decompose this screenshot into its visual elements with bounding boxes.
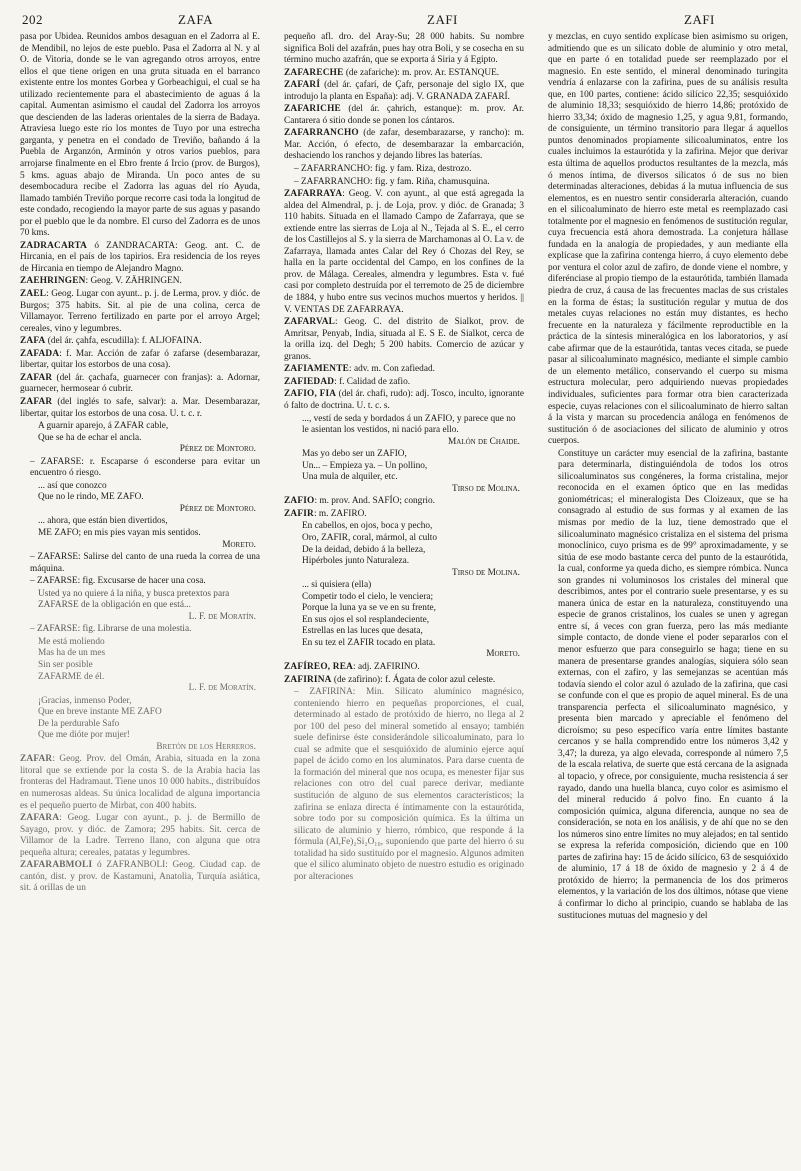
column-1	[20, 32, 260, 1167]
subentry: – ZAFIRINA: Min. Silicato alumínico magnésico, conteniendo hierro en pequeñas proporciones, el cual, determinado al estado de protóxido de hierro, no llega al 2 por 100 del peso del mineral sometido al ensayo; también suele definirse éste considerándole silicoaluminato, para lo cual se admite que el sesquióxido de aluminio ejerce aquí papel de ácido como en los aluminatos. Para darse cuenta de la formación del mineral que nos ocupa, es menester fijar sus relaciones con otro del cual parece derivar, mediante sustitución de alguno de sus elementos característicos; la zafirina se enlaza directa é íntimamente con la estaurótida, sobre todo por su composición química. Es la última un silicato de aluminio y hierro, rómbico, que responde á la fórmula (Al,Fe)₂Si₂O₁₀, suponiendo que parte del hierro ó su totalidad ha sido sustituído por el magnesio. Algunos admiten que el silico aluminato objeto de nuestro estudio es originado por alteraciones	[294, 687, 524, 882]
entry: ZAFÍREO, REA: adj. ZAFIRINO.	[284, 661, 420, 672]
entry: ZAEL: Geog. Lugar con ayunt.. p. j. de Lerma, prov. y dióc. de Burgos; 375 habits. Sit. al pie de una colina, cerca de Villamayor. Terreno fertilizado en parte por el arroyo Argel; cereales, vino y legumbres.	[20, 289, 260, 334]
entry: ZAFARICHE (del ár. çahrich, estanque): m. prov. Ar. Cantarera ó sitio donde se ponen los cántaros.	[284, 104, 524, 126]
quotation: En cabellos, en ojos, boca y pecho, Oro, ZAFIR, coral, mármol, al culto De la deidad, debido á la belleza, Hipérboles junto Naturaleza. Tirso de Molina.	[302, 521, 520, 578]
quotation: Me está moliendo Mas ha de un mes Sin ser posible ZAFARME de él. L. F. de Moratín.	[38, 636, 256, 694]
subentry: – ZAFARRANCHO: fig. y fam. Riña, chamusquina.	[294, 176, 490, 187]
subentry: – ZAFARSE: r. Escaparse ó esconderse para evitar un encuentro ó riesgo.	[30, 456, 260, 479]
entry: ZAFAR (del inglés to safe, salvar): a. Mar. Desembarazar, libertar, quitar los estorbos de una cosa. U. t. c. r.	[20, 396, 260, 419]
entry: ZAFARECHE (de zafariche): m. prov. Ar. ESTANQUE.	[284, 67, 500, 78]
subentry: – ZAFARRANCHO: fig. y fam. Riza, destrozo.	[294, 164, 472, 175]
entry: ZADRACARTA ó ZANDRACARTA: Geog. ant. C. de Hircania, en el país de los tapirios. Era residencia de los reyes de Hircania en tiempo de Alejandro Magno.	[20, 240, 260, 274]
entry: ZAFAR: Geog. Prov. del Omán, Arabia, situada en la zona litoral que se extiende por la costa S. de la Arabia hacia las fronteras del Hadramaut. Tiene unos 10 000 habits., distribuídos en numerosas aldeas. Su única localidad de alguna importancia es el pequeño puerto de Mirbat, con 400 habits.	[20, 754, 260, 811]
quotation: ..., vestí de seda y bordados á un ZAFIO, y parece que no le asientan los vestidos, ni nació para ello. Malón de Chaide.	[302, 413, 520, 447]
quotation: A guarnir aparejo, á ZAFAR cable, Que se ha de echar el ancla. Pérez de Montoro.	[38, 421, 256, 455]
page-number: 202	[22, 12, 43, 27]
dictionary-columns	[20, 32, 788, 1167]
entry: ZAFARRAYA: Geog. V. con ayunt., al que está agregada la aldea del Almendral, p. j. de Loja, prov. y dióc. de Granada; 3 110 habits. Situada en el llamado Campo de Zafarraya, que se extiende entre las sierras de Loja al N., Tejada al S. E., el cerro de los Castillejos al S. y la sierra de Marchamonas al O. La v. de Zafarraya, llamada antes Calar del Rey ó Chozas del Rey, se halla en la parte occidental del Campo, en los confines de la prov. de Málaga. Cereales, almendra y legumbres. Esta v. fué casi por completo destruída por el terremoto de 25 de diciembre de 1884, y hubo entre sus vecinos muchos muertos y heridos. || V. VENTAS DE ZAFARRAYA.	[284, 189, 524, 315]
entry: ZAFAR (del ár. çachafa, guarnecer con franjas): a. Adornar, guarnecer, hermosear ó cubrir.	[20, 372, 260, 395]
entry: ZAFIO, FIA (del ár. chafi, rudo): adj. Tosco, inculto, ignorante ó falto de doctrina. U. t. c. s.	[284, 389, 524, 411]
quotation: ... ahora, que están bien divertidos, ME ZAFO; en mis pies vayan mis sentidos. Moreto.	[38, 516, 256, 550]
column-3	[548, 32, 788, 1167]
entry: ZAFIO: m. prov. And. SAFÍO; congrio.	[284, 496, 435, 507]
entry: ZAFARA: Geog. Lugar con ayunt., p. j. de Bermillo de Sayago, prov. y dióc. de Zamora; 295 habits. Sit. cerca de Villamor de la Ladre. Terreno llano, con alguna que otra pequeña altura; cereales, patatas y legumbres.	[20, 813, 260, 858]
subentry: – ZAFARSE: Salirse del canto de una rueda la correa de una máquina.	[30, 552, 260, 574]
entry: pequeño afl. dro. del Aray-Su; 28 000 habits. Su nombre significa Boli del azafrán, pues hay otra Boli, y se cosecha en su término mucho azafrán, que se exporta á Siria y á Egipto.	[284, 32, 524, 66]
quotation: Mas yo debo ser un ZAFIO, Un... – Empieza ya. – Un pollino, Una mula de alquiler, etc. Tirso de Molina.	[302, 449, 520, 494]
running-head-center: ZAFI	[427, 12, 458, 27]
entry: ZAFARRANCHO (de zafar, desembarazarse, y rancho): m. Mar. Acción, ó efecto, de desembarazar la embarcación, deshaciendo los ranchos y dejando libres las baterías.	[284, 128, 524, 162]
subentry: – ZAFARSE: fig. Librarse de una molestia.	[30, 624, 192, 635]
entry: ZAFARVAL: Geog. C. del distrito de Sialkot, prov. de Amritsar, Penyab, India, situada al E. S E. de Sialkot, cerca de la orilla izq. del Degh; 5 200 habits. Comercio de azúcar y granos.	[284, 317, 524, 362]
page-header	[0, 12, 801, 32]
entry: ZAFIRINA (de zafirino): f. Ágata de color azul celeste.	[284, 674, 496, 685]
paragraph: y mezclas, en cuyo sentido explícase bien asimismo su origen, admitiendo que es un silicato doble de aluminio y otro metal, que en parte ó en totalidad puede ser reemplazado por el magnesio. En este sentido, el mineral denominado turingita vendría á enlazarse con la zafirina, pues de su análisis resulta que, en 100 partes, contiene: ácido silícico 22,35; sesquióxido de aluminio 18,33; sesquióxido de hierro 14,86; protóxido de hierro 33,34; óxido de magnesio 1,25, y agua 9,81, formando, de consiguiente, un término transitorio para llegar á aquellos puntos denominados propiamente silicoaluminatos, entre los cuales incluimos la estaurótida y la zafirina. Mejor que derivar esta última de aquellos productos resultantes de la mezcla, más ó menos íntima, de diversos silicatos ó de sus no bien determinadas alteraciones, debidas á la mutua influencia de sus elementos, es en nuestro sentir considerarla alteración, cuando en el silicoaluminato de hierro este metal es reemplazado casi totalmente por el magnesio en fenómenos de sustitución regular, cuya frecuencia está ahora demostrada. La conjetura hállase fundada en la analogía de propiedades, y aun mediante ella explícase que la zafirina contenga hierro, á cuyo elemento debe por ventura el color azul de zafiro, de donde viene el nombre, y diferénciase al propio tiempo de la estaurótida, también llamada piedra de cruz, á causa de las frecuentes maclas de sus cristales en la forma de éstas; la sustitución regular y mutua de dos metales cuyas relaciones no están muy distantes, es hecho frecuente en la naturaleza y fácilmente reproductible en la práctica de la síntesis mineralógica en los laboratorios, y así cabe afirmar que de la estaurótida, tantas veces citada, se puede pasar al silicoaluminato magnésico, mediante el simple cambio de un elemento metálico, conservando el cuerpo su misma estructura molecular, pero adquiriendo nuevas propiedades individuales, suficientes para formar otra bien caracterizada especie, cuyas relaciones con el silicoaluminato de hierro saltan á la vista y marcan su procedencia análoga en fenómenos de sustitución ó de asociaciones del silicato de aluminio y otros cuerpos.	[548, 32, 788, 447]
running-head-right: ZAFI	[684, 12, 715, 27]
subentry: – ZAFARSE: fig. Excusarse de hacer una cosa.	[30, 576, 206, 587]
entry: ZAFA (del ár. çahfa, escudilla): f. ALJOFAINA.	[20, 336, 202, 347]
entry: ZAFIR: m. ZAFIRO.	[284, 508, 367, 519]
entry: ZAFARÍ (del ár. çafarí, de Çafr, personaje del siglo IX, que introdujo la planta en España): adj. V. GRANADA ZAFARÍ.	[284, 80, 524, 102]
entry: ZAFIEDAD: f. Calidad de zafio.	[284, 376, 411, 387]
quotation: ... así que conozco Que no le rindo, ME ZAFO. Pérez de Montoro.	[38, 480, 256, 514]
entry: pasa por Ubidea. Reunidos ambos desaguan en el Zadorra al E. de Mendibil, no lejos de este pueblo. Pasa el Zadorra al N. y al O. de Vitoria, donde se le van agregando otros arroyos, entre ellos el que tiene origen en una gruta situada en el barranco existente entre los montes Gorbea y Gorbeachigui, el cual se ha utilizado recientemente para el abastecimiento de aguas á la capital. Aumentan asimismo el caudal del Zadorra los arroyos que descienden de las laderas orientales de la sierra de Badaya. Atraviesa luego este río los montes de Tuyo por una estrecha garganta, y penetra en el condado de Treviño, bañando á la Puebla de Arganzón, Arminón y otros varios pueblos, para arrojarse finalmente en el Ebro frente á Ircio (prov. de Burgos), 5 kms. aguas abajo de Miranda. Un poco antes de su desembocadura recibe el Zadorra las aguas del río Ayuda, llamado también Treviño porque recorre casi toda la longitud de este condado, recogiendo la mayor parte de sus aguas y pasando por el pueblo que le da nombre. El curso del Zadorra es de unos 70 kms.	[20, 32, 260, 239]
column-2	[284, 32, 524, 1167]
quotation: Usted ya no quiere á la niña, y busca pretextos para ZAFARSE de la obligación en que está... L. F. de Moratín.	[38, 588, 256, 622]
quotation: ... si quisiera (ella) Competir todo el cielo, le venciera; Porque la luna ya se ve en su frente, En sus ojos el sol resplandeciente, Estrellas en las luces que desata, En su tez el ZAFIR tocado en plata. Moreto.	[302, 580, 520, 660]
entry: ZAFARABMOLI ó ZAFRANBOLI: Geog. Ciudad cap. de cantón, dist. y prov. de Kastamuni, Anatolia, Turquía asiática, sit. á orillas de un	[20, 860, 260, 894]
paragraph: Constituye un carácter muy esencial de la zafirina, bastante para determinarla, distinguiéndola de todos los otros silicoaluminatos sus congéneres, la forma cristalina, mejor reconocida en el examen óptico que en las medidas goniométricas; el mineralogista Des Cloizeaux, que se ha consagrado al estudio de sus formas y al examen de las mismas por medio de la luz, tiene demostrado que el silicoaluminato magnésico cristaliza en el sistema del prisma monoclínico, cuyo prisma es de 99° aproximadamente, y se sitúa de ese modo bastante cerca del punto de la estaurótida, la cual, conforme ya queda dicho, es siempre rómbica. Nunca son grandes ni voluminosos los cristales del mineral que describimos, antes por el contrario suele presentarse, y es su manera única de estar en la naturaleza, constituyendo una especie de granos cristalinos, los cuales se unen y agregan entre sí, á veces con gran fuerza, pero las más mediante simple contacto, de donde viene el poder separarlos con el menor esfuerzo que para conseguirlo se haga; tiene en su manera de presentarse grandes analogías, siquiera sólo sean externas, con el zafiro, y las semejanzas se acentúan más todavía siendo el color azul ó azulado de la zafirina, que casi se confunde con el que es propio de aquel mineral. Es de una transparencia perfecta el silicoaluminato magnésico, y presenta bien marcado y apreciable el fenómeno del dicroísmo; su peso específico varía entre límites bastante cercanos y se halla comprendido entre los números 3,42 y 3,47; la dureza, ya algo elevada, corresponde al número 7,5 de la escala relativa, de suerte que está cercana de la asignada al topacio, y ofrece, por consiguiente, mucha resistencia á ser rayado, dando una huella blanca, cuyo color es asimismo el del mineral reducido á polvo fino. En cuanto á la composición química, alguna diferencia, aunque no sea de consideración, se nota en los análisis, y de ahí que no se den los números sino entre límites no muy alejados; en tal sentido se expresa la referida composición, diciendo que en 100 partes de zafirina hay: 15 de ácido silícico, 63 de sesquióxido de aluminio, 17 á 18 de óxido de magnesio y 2 á 4 de protóxido de hierro; la permanencia de los dos primeros elementos, y la variación de los dos últimos, nótase que viene á confirmar lo dicho al principio, cuando se hablaba de las sustituciones mutuas del magnesio y del	[558, 448, 788, 921]
entry: ZAFIAMENTE: adv. m. Con zafiedad.	[284, 364, 435, 375]
entry: ZAEHRINGEN: Geog. V. ZÄHRINGEN.	[20, 276, 182, 287]
running-head-left: ZAFA	[178, 12, 213, 27]
quotation: ¡Gracias, inmenso Poder, Que en breve instante ME ZAFO De la perdurable Safo Que me dióte por mujer! Bretón de los Herreros.	[38, 695, 256, 752]
entry: ZAFADA: f. Mar. Acción de zafar ó zafarse (desembarazar, libertar, quitar los estorbos de una cosa).	[20, 348, 260, 371]
